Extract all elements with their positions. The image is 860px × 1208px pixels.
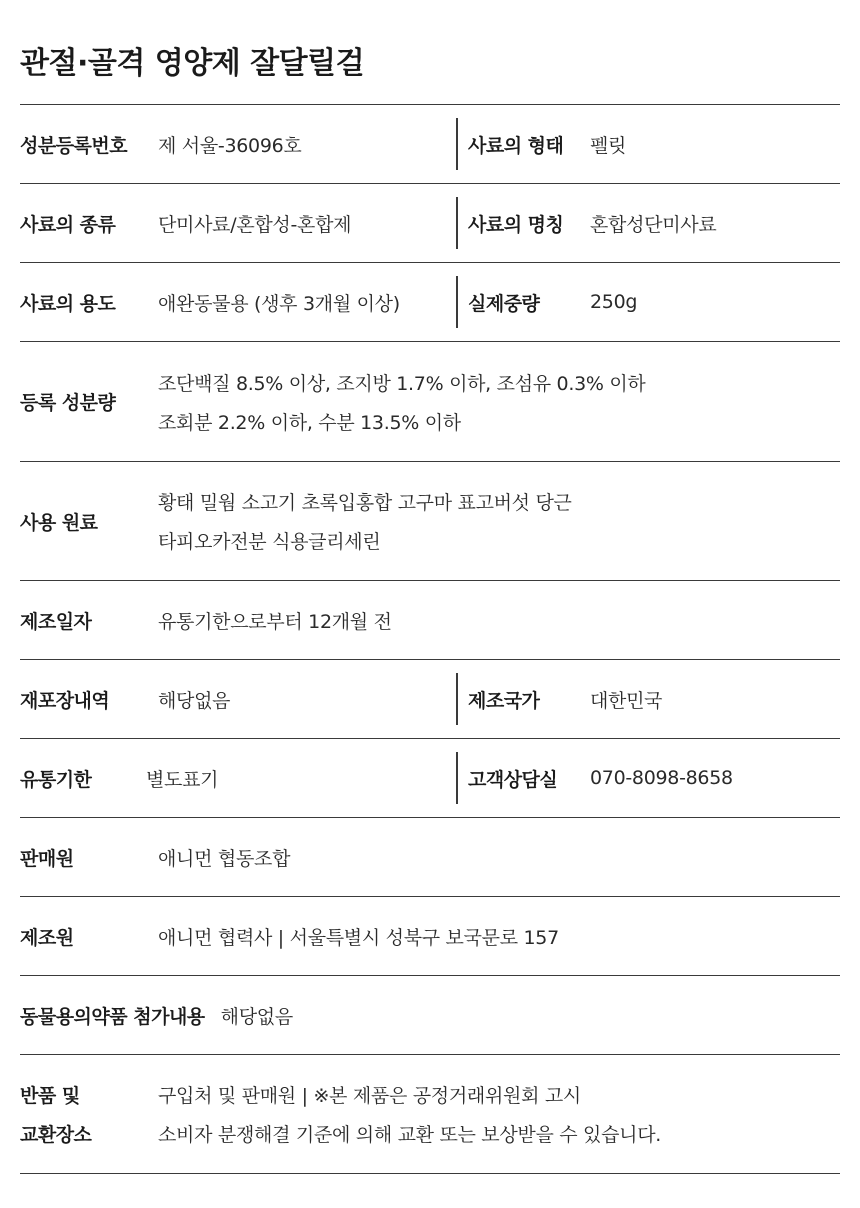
row-ingredients-amount xyxy=(20,342,840,462)
label-repackaging: 재포장내역 xyxy=(20,689,110,712)
value-net-weight: 250g xyxy=(590,291,638,313)
label-registration-number: 성분등록번호 xyxy=(20,134,128,157)
value-feed-name: 혼합성단미사료 xyxy=(590,213,717,236)
row-expiry xyxy=(20,739,840,818)
value-raw-materials-line-2: 타피오카전분 식용글리세린 xyxy=(158,531,381,553)
value-feed-use: 애완동물용 (생후 3개월 이상) xyxy=(158,292,400,315)
value-return-line-2: 소비자 분쟁해결 기준에 의해 교환 또는 보상받을 수 있습니다. xyxy=(158,1124,662,1146)
row-repackaging xyxy=(20,660,840,739)
value-feed-form: 펠릿 xyxy=(590,134,627,157)
value-ingredients-line-1: 조단백질 8.5% 이상, 조지방 1.7% 이하, 조섬유 0.3% 이하 xyxy=(158,372,646,395)
row-feed-use xyxy=(20,263,840,342)
label-country: 제조국가 xyxy=(468,689,540,712)
page-title: 관절·골격 영양제 잘달릴걸 xyxy=(20,46,365,81)
value-customer-service: 070-8098-8658 xyxy=(590,767,733,789)
row-veterinary-additives xyxy=(20,976,840,1055)
row-seller xyxy=(20,818,840,897)
value-repackaging: 해당없음 xyxy=(158,689,231,712)
label-customer-service: 고객상담실 xyxy=(468,768,558,791)
label-net-weight: 실제중량 xyxy=(468,292,540,315)
value-raw-materials-line-1: 황태 밀웜 소고기 초록입홍합 고구마 표고버섯 당근 xyxy=(158,492,572,514)
row-raw-materials xyxy=(20,462,840,581)
label-return-line-2: 교환장소 xyxy=(20,1124,92,1146)
label-manufacturer: 제조원 xyxy=(20,926,74,949)
value-feed-type: 단미사료/혼합성-혼합제 xyxy=(158,213,352,236)
product-info-table xyxy=(20,104,840,1174)
label-manufacture-date: 제조일자 xyxy=(20,610,92,633)
value-ingredients-line-2: 조회분 2.2% 이하, 수분 13.5% 이하 xyxy=(158,411,461,434)
value-seller: 애니먼 협동조합 xyxy=(158,847,291,870)
value-country: 대한민국 xyxy=(590,689,663,712)
row-manufacture-date xyxy=(20,581,840,660)
row-manufacturer xyxy=(20,897,840,976)
value-expiry: 별도표기 xyxy=(146,768,219,791)
label-expiry: 유통기한 xyxy=(20,768,92,791)
value-manufacture-date: 유통기한으로부터 12개월 전 xyxy=(158,610,392,633)
value-return-line-1: 구입처 및 판매원 | ※본 제품은 공정거래위원회 고시 xyxy=(158,1085,581,1107)
row-registration xyxy=(20,105,840,184)
label-feed-name: 사료의 명칭 xyxy=(468,213,564,236)
value-manufacturer: 애니먼 협력사 | 서울특별시 성북구 보국문로 157 xyxy=(158,926,559,949)
label-feed-use: 사료의 용도 xyxy=(20,292,116,315)
label-return-line-1: 반품 및 xyxy=(20,1085,80,1107)
label-veterinary-additives: 동물용의약품 첨가내용 xyxy=(20,1005,205,1028)
row-feed-type xyxy=(20,184,840,263)
label-raw-materials: 사용 원료 xyxy=(20,511,98,534)
label-return-exchange xyxy=(20,1081,158,1147)
label-seller: 판매원 xyxy=(20,847,74,870)
row-return-exchange xyxy=(20,1055,840,1174)
label-feed-type: 사료의 종류 xyxy=(20,213,116,236)
value-registration-number: 제 서울-36096호 xyxy=(158,134,302,157)
value-veterinary-additives: 해당없음 xyxy=(220,1005,293,1028)
label-registered-ingredients: 등록 성분량 xyxy=(20,392,116,414)
label-feed-form: 사료의 형태 xyxy=(468,134,564,157)
